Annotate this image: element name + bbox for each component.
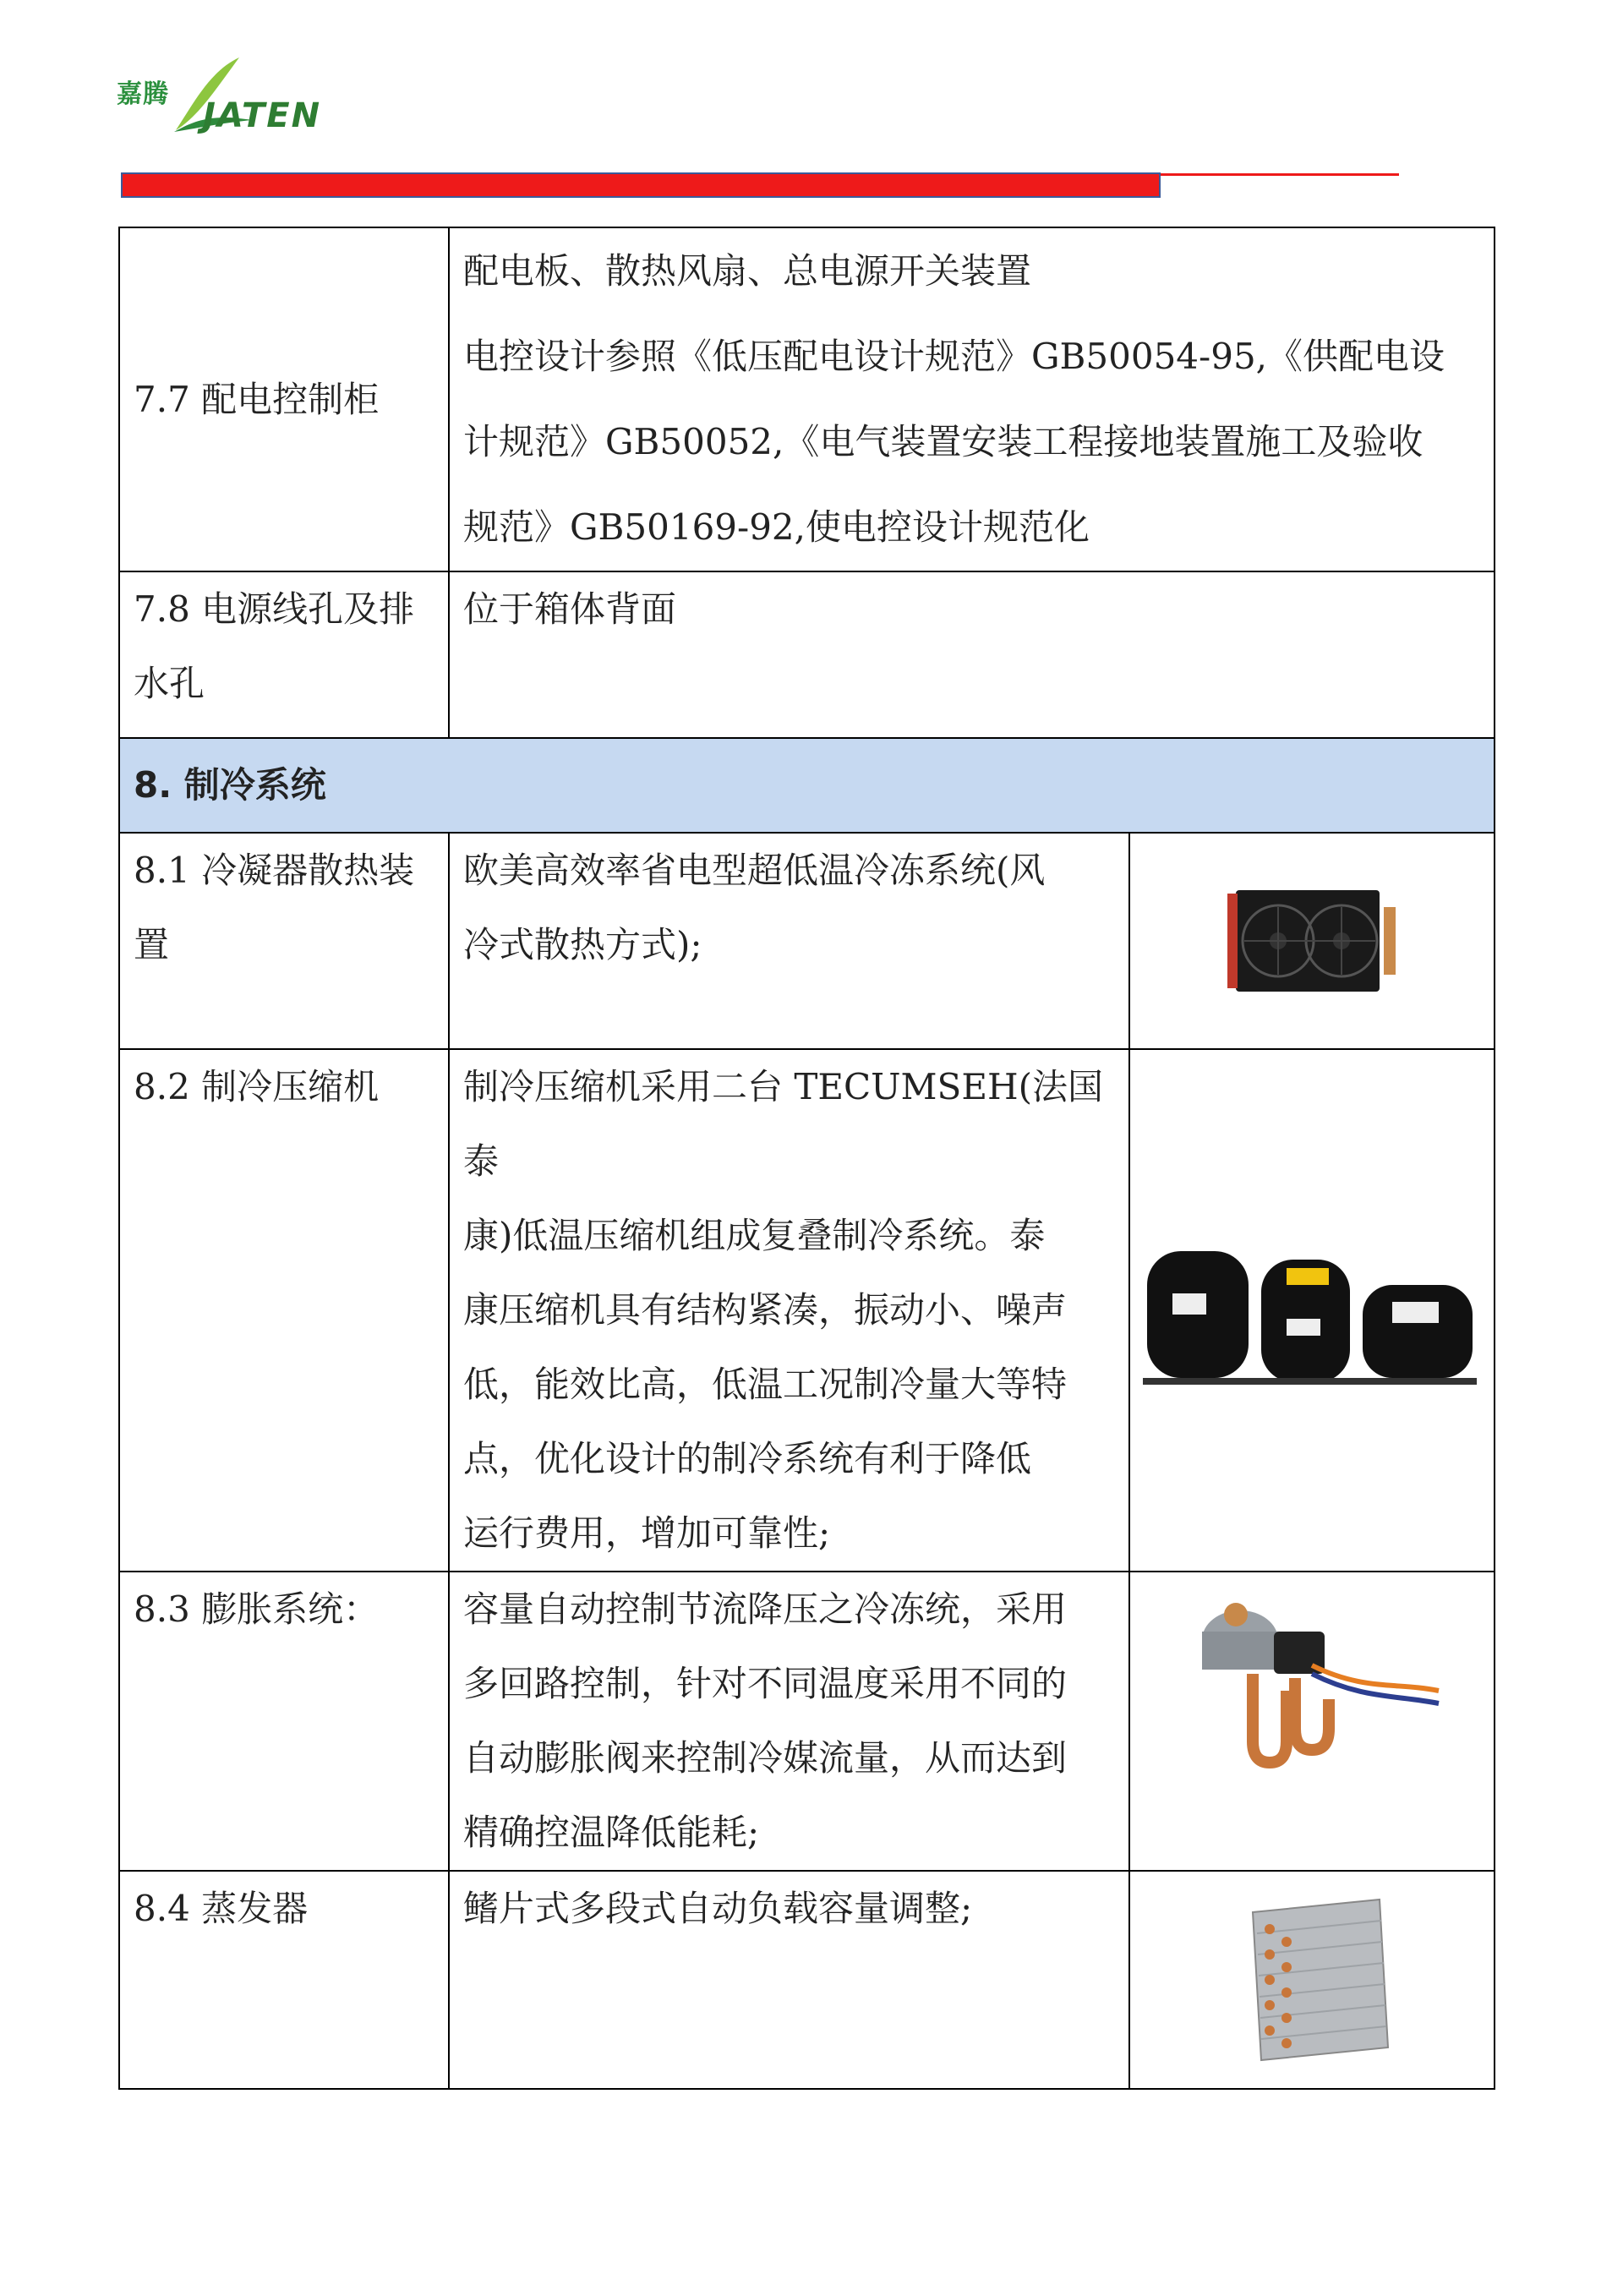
table-row — [119, 1572, 1495, 1871]
content-line: 计规范》GB50052,《电气装置安装工程接地装置施工及验收 — [463, 421, 1424, 462]
compressors-icon — [1139, 1226, 1485, 1395]
logo-english-text: JATEN — [203, 96, 322, 135]
row-image-cell — [1129, 1049, 1495, 1572]
row-label — [119, 1871, 449, 2089]
row-image-cell — [1129, 1572, 1495, 1871]
row-label — [119, 1572, 449, 1871]
row-content — [449, 833, 1129, 1049]
content-line: 自动膨胀阀来控制冷媒流量，从而达到 — [463, 1737, 1068, 1779]
content-line: 康压缩机具有结构紧凑，振动小、噪声 — [463, 1289, 1068, 1331]
table-row — [119, 1871, 1495, 2089]
company-logo — [117, 54, 336, 147]
content-line: 容量自动控制节流降压之冷冻统，采用 — [463, 1588, 1068, 1630]
row-label-text: 8.4 蒸发器 — [134, 1888, 309, 1929]
row-label-text: 7.7 配电控制柜 — [134, 378, 380, 420]
logo-chinese-text: 嘉腾 — [117, 79, 169, 109]
table-row — [119, 833, 1495, 1049]
header-red-bar — [121, 172, 1161, 198]
evaporator-coil-icon — [1219, 1887, 1405, 2073]
row-image-cell — [1129, 833, 1495, 1049]
table-row — [119, 571, 1495, 738]
row-image-cell — [1129, 1871, 1495, 2089]
content-line: 配电板、散热风扇、总电源开关装置 — [463, 250, 1032, 292]
row-label — [119, 833, 449, 1049]
row-content — [449, 1572, 1129, 1871]
content-line: 鳍片式多段式自动负载容量调整; — [463, 1888, 973, 1929]
section-title: 8. 制冷系统 — [119, 738, 1495, 833]
content-line: 康)低温压缩机组成复叠制冷系统。泰 — [463, 1215, 1046, 1256]
header-red-line — [1161, 173, 1399, 176]
row-label — [119, 571, 449, 738]
row-content — [449, 227, 1495, 571]
row-content — [449, 1049, 1129, 1572]
row-label-text: 水孔 — [134, 663, 205, 704]
row-content — [449, 1871, 1129, 2089]
row-label-text: 7.8 电源线孔及排 — [134, 588, 415, 630]
content-line: 运行费用，增加可靠性; — [463, 1512, 831, 1554]
table-row — [119, 227, 1495, 571]
content-line: 欧美高效率省电型超低温冷冻系统(风 — [463, 850, 1046, 891]
content-line: 精确控温降低能耗; — [463, 1812, 760, 1853]
row-label — [119, 227, 449, 571]
row-label-text: 8.3 膨胀系统： — [134, 1588, 380, 1630]
table-row — [119, 1049, 1495, 1572]
row-label-text: 置 — [134, 924, 170, 965]
row-label-text: 8.1 冷凝器散热装 — [134, 850, 415, 891]
row-content — [449, 571, 1495, 738]
condenser-fan-unit-icon — [1219, 865, 1405, 1017]
content-line: 电控设计参照《低压配电设计规范》GB50054-95,《供配电设 — [463, 336, 1445, 377]
row-label — [119, 1049, 449, 1572]
content-line: 位于箱体背面 — [463, 588, 677, 630]
content-line: 规范》GB50169-92,使电控设计规范化 — [463, 506, 1090, 548]
content-line: 点，优化设计的制冷系统有利于降低 — [463, 1438, 1032, 1479]
content-line: 低，能效比高，低温工况制冷量大等特 — [463, 1364, 1068, 1405]
section-header-row — [119, 738, 1495, 833]
expansion-valve-icon — [1177, 1581, 1447, 1775]
content-line: 冷式散热方式); — [463, 924, 702, 965]
content-line: 多回路控制，针对不同温度采用不同的 — [463, 1663, 1068, 1704]
content-line: 制冷压缩机采用二台 TECUMSEH(法国泰 — [463, 1066, 1104, 1182]
spec-table — [118, 227, 1495, 2090]
row-label-text: 8.2 制冷压缩机 — [134, 1066, 380, 1107]
